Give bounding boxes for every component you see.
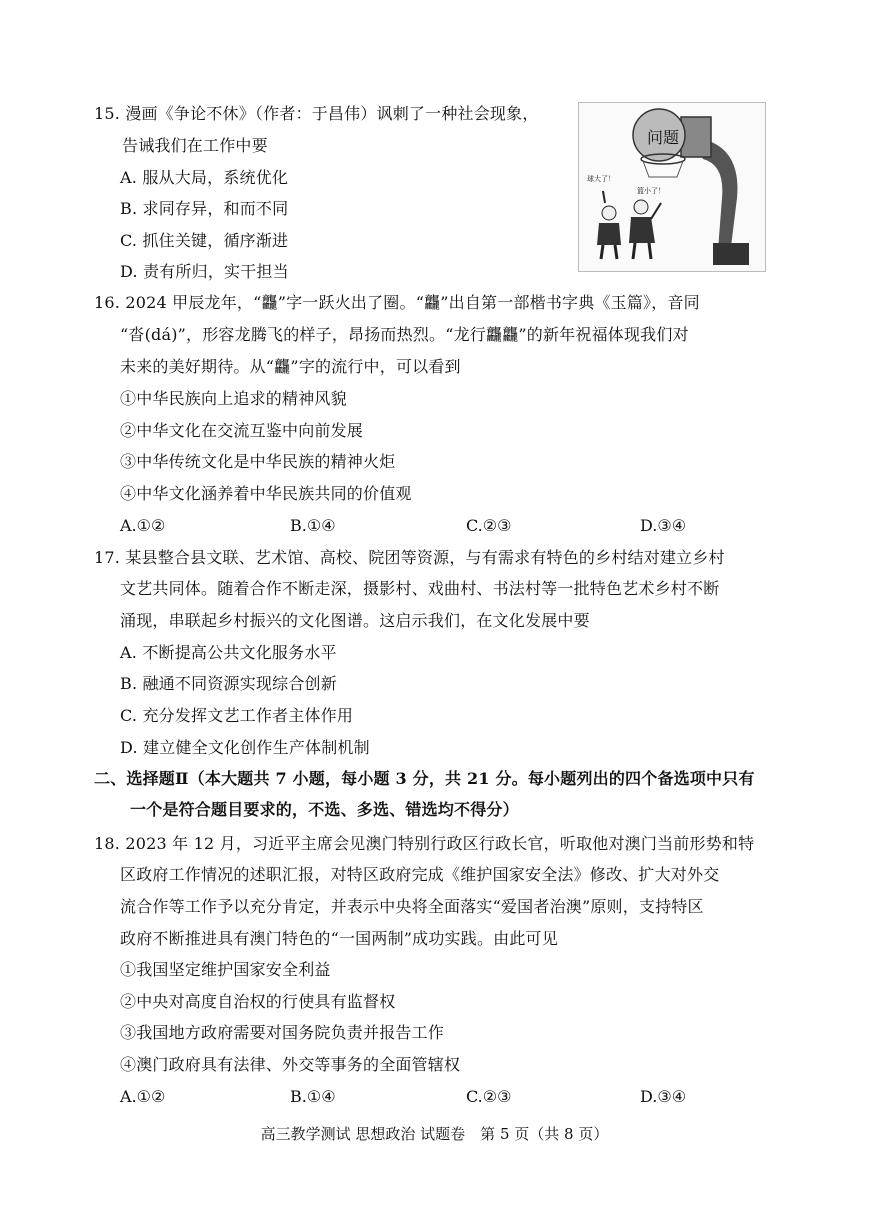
q16-item-4: ④中华文化涵养着中华民族共同的价值观 [120, 484, 412, 503]
q18-stem-line-2: 区政府工作情况的述职汇报，对特区政府完成《维护国家安全法》修改、扩大对外交 [120, 865, 720, 884]
section2-heading-line-1: 二、选择题Ⅱ（本大题共 7 小题，每小题 3 分，共 21 分。每小题列出的四个备选项中只有 [94, 769, 755, 788]
q18-stem-line-1: 18. 2023 年 12 月，习近平主席会见澳门特别行政区行政长官，听取他对澳门当前形势和特 [94, 834, 755, 853]
q18-choice-c: C.②③ [466, 1087, 512, 1106]
q18-stem-line-4: 政府不断推进具有澳门特色的“一国两制”成功实践。由此可见 [120, 929, 558, 948]
cartoon-image [578, 102, 766, 272]
q17-stem-line-1: 17. 某县整合县文联、艺术馆、高校、院团等资源，与有需求有特色的乡村结对建立乡村 [94, 548, 725, 567]
q18-choice-a: A.①② [120, 1087, 166, 1106]
q18-item-3: ③我国地方政府需要对国务院负责并报告工作 [120, 1023, 445, 1042]
q17-option-d: D. 建立健全文化创作生产体制机制 [120, 738, 370, 757]
speech-left: 球大了！ [587, 175, 615, 183]
hoop-base [713, 243, 749, 265]
q16-item-1: ①中华民族向上追求的精神风貌 [120, 389, 347, 408]
q15-stem-line-2: 告诫我们在工作中要 [122, 136, 268, 155]
q18-stem-line-3: 流合作等工作予以充分肯定，并表示中央将全面落实“爱国者治澳”原则，支持特区 [120, 897, 704, 916]
q18-choice-d: D.③④ [640, 1087, 687, 1106]
q17-stem-line-2: 文艺共同体。随着合作不断走深，摄影村、戏曲村、书法村等一批特色艺术乡村不断 [120, 579, 720, 598]
q16-item-3: ③中华传统文化是中华民族的精神火炬 [120, 452, 396, 471]
q15-option-a: A. 服从大局，系统优化 [120, 168, 289, 187]
q16-stem-line-3: 未来的美好期待。从“龘”字的流行中，可以看到 [120, 357, 461, 376]
q16-stem-line-1: 16. 2024 甲辰龙年，“龘”字一跃火出了圈。“龘”出自第一部楷书字典《玉篇》，音同 [94, 293, 700, 312]
q16-choice-c: C.②③ [466, 516, 512, 535]
q18-choice-b: B.①④ [290, 1087, 336, 1106]
person-left-body [597, 223, 621, 245]
q16-choice-b: B.①④ [290, 516, 336, 535]
section2-heading-line-2: 一个是符合题目要求的，不选、多选、错选均不得分） [130, 800, 519, 819]
q17-option-a: A. 不断提高公共文化服务水平 [120, 643, 337, 662]
q17-option-c: C. 充分发挥文艺工作者主体作用 [120, 706, 354, 725]
person-left-head [602, 206, 616, 220]
q17-option-b: B. 融通不同资源实现综合创新 [120, 674, 337, 693]
q16-stem-line-2: “沓(dá)”，形容龙腾飞的样子，昂扬而热烈。“龙行龘龘”的新年祝福体现我们对 [120, 325, 689, 344]
q15-option-c: C. 抓住关键，循序渐进 [120, 231, 289, 250]
person-right-body [629, 217, 655, 243]
page-footer: 高三教学测试 思想政治 试题卷 第 5 页（共 8 页） [260, 1125, 609, 1143]
ball-text: 问题 [647, 128, 680, 147]
speech-right: 篮小了！ [637, 187, 665, 195]
q17-stem-line-3: 涌现，串联起乡村振兴的文化图谱。这启示我们，在文化发展中要 [120, 611, 590, 630]
q16-item-2: ②中华文化在交流互鉴中向前发展 [120, 421, 364, 440]
q15-option-d: D. 责有所归，实干担当 [120, 262, 289, 281]
q16-choice-a: A.①② [120, 516, 166, 535]
q16-choice-d: D.③④ [640, 516, 687, 535]
q18-item-4: ④澳门政府具有法律、外交等事务的全面管辖权 [120, 1055, 461, 1074]
q18-item-1: ①我国坚定维护国家安全利益 [120, 960, 331, 979]
cartoon-illustration [579, 103, 765, 271]
q18-item-2: ②中央对高度自治权的行使具有监督权 [120, 992, 396, 1011]
q15-option-b: B. 求同存异，和而不同 [120, 199, 289, 218]
q15-stem-line-1: 15. 漫画《争论不休》（作者：于昌伟）讽刺了一种社会现象， [94, 104, 539, 123]
person-right-head [634, 200, 648, 214]
